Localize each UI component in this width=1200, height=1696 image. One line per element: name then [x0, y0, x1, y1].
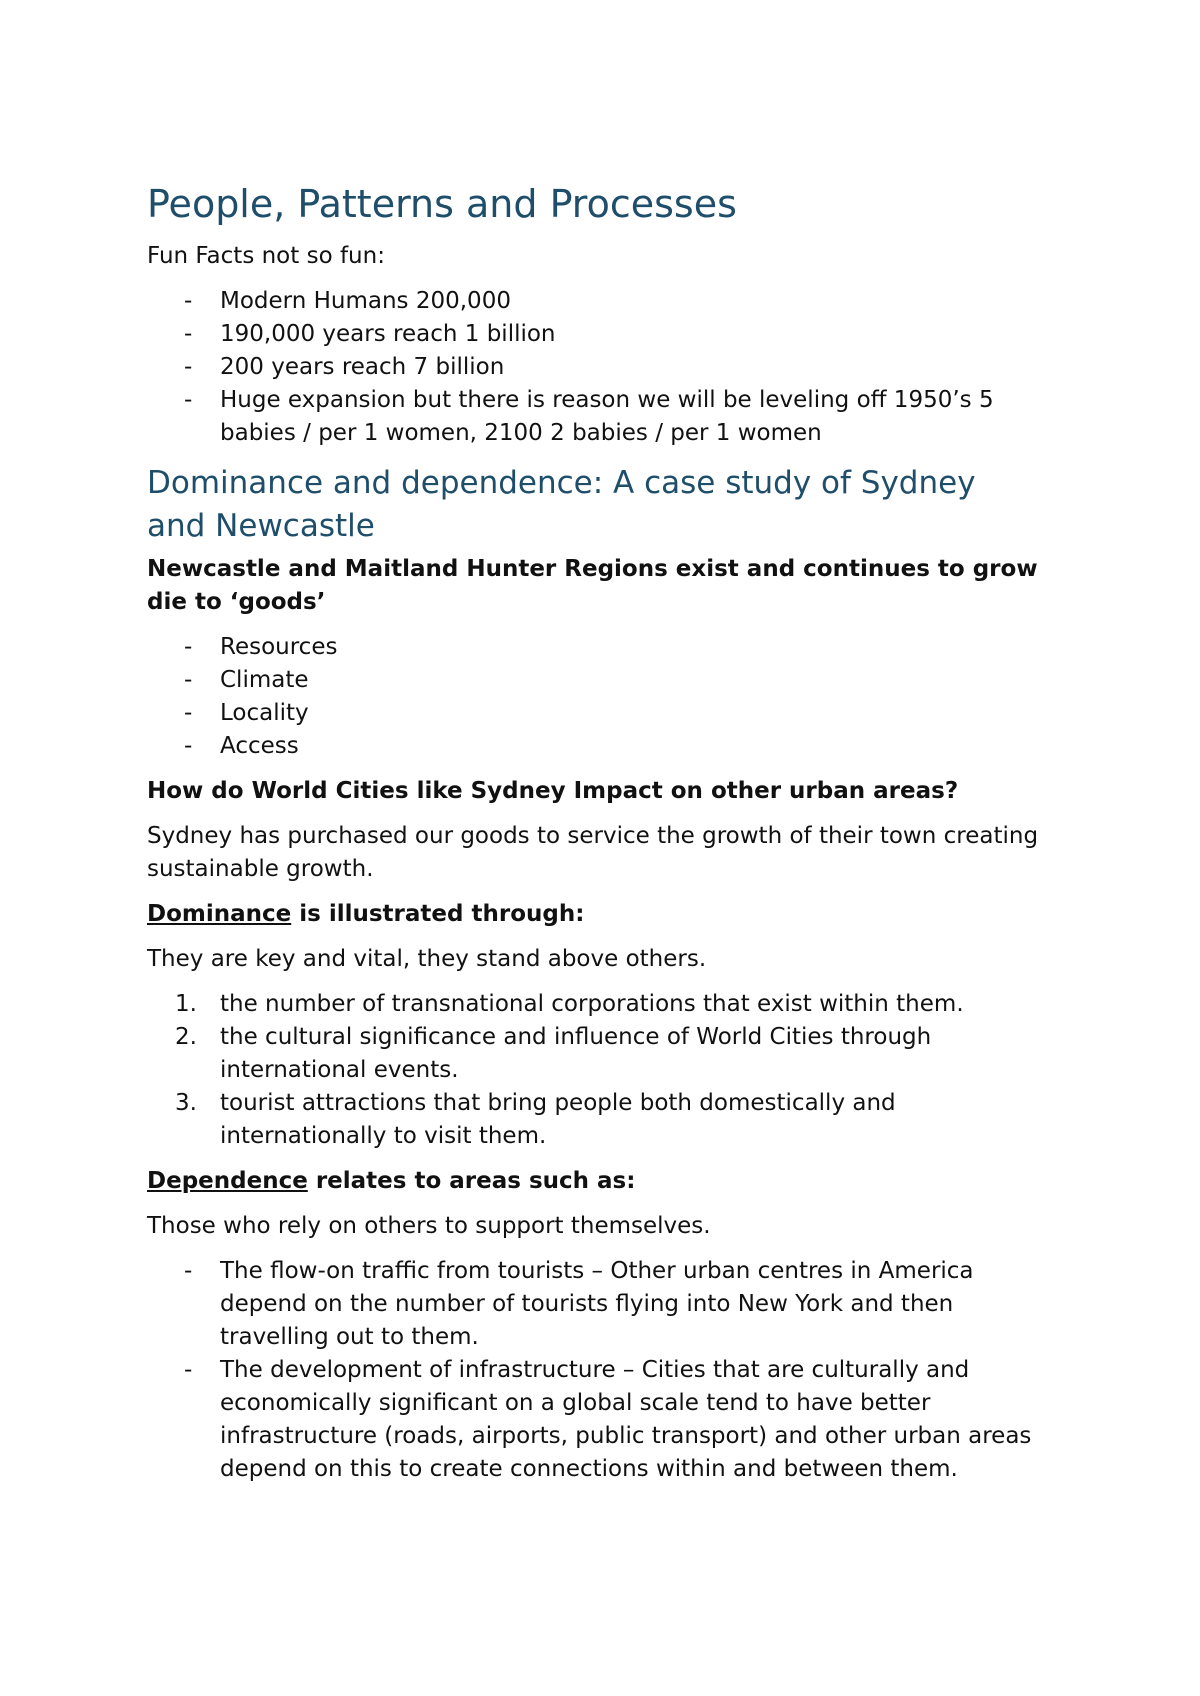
dependence-term: Dependence — [147, 1168, 308, 1194]
list-item — [147, 318, 1040, 351]
dash-marker: - — [184, 733, 193, 759]
list-item-text: the number of transnational corporations that exist within them. — [220, 991, 964, 1017]
list-item — [147, 730, 1040, 763]
dependence-heading — [147, 1165, 1040, 1198]
dash-marker: - — [184, 354, 193, 380]
dash-marker: - — [184, 634, 193, 660]
dominance-heading — [147, 898, 1040, 931]
list-item — [147, 285, 1040, 318]
list-item — [147, 1087, 1040, 1153]
dash-marker: - — [184, 288, 193, 314]
list-item — [147, 1255, 1040, 1354]
list-item-text: tourist attractions that bring people both domestically and internationally to visit them. — [220, 1090, 896, 1149]
page-title: People, Patterns and Processes — [147, 182, 737, 226]
list-item-text: the cultural significance and influence of World Cities through international events. — [220, 1024, 932, 1083]
list-item-text: Climate — [220, 667, 309, 693]
dash-marker: - — [184, 700, 193, 726]
dependence-heading-rest: relates to areas such as: — [307, 1168, 636, 1194]
goods-list — [147, 631, 1040, 763]
section-heading: Dominance and dependence: A case study of Sydney and Newcastle — [147, 465, 976, 544]
list-item-text: The flow-on traffic from tourists – Other urban centres in America depend on the number of tourists flying into New York and then travelling out to them. — [220, 1258, 974, 1350]
list-item-text: Resources — [220, 634, 338, 660]
dominance-summary: They are key and vital, they stand above others. — [147, 946, 707, 972]
impact-question: How do World Cities like Sydney Impact on other urban areas? — [147, 778, 959, 804]
number-marker: 3. — [175, 1090, 197, 1116]
list-item — [147, 384, 1040, 450]
list-item — [147, 351, 1040, 384]
dependence-list — [147, 1255, 1040, 1486]
dash-marker: - — [184, 1258, 193, 1284]
list-item — [147, 664, 1040, 697]
number-marker: 1. — [175, 991, 197, 1017]
list-item — [147, 1354, 1040, 1486]
dependence-summary: Those who rely on others to support themselves. — [147, 1213, 711, 1239]
list-item — [147, 988, 1040, 1021]
dash-marker: - — [184, 667, 193, 693]
list-item — [147, 1021, 1040, 1087]
list-item-text: Access — [220, 733, 299, 759]
list-item-text: 200 years reach 7 billion — [220, 354, 505, 380]
dash-marker: - — [184, 321, 193, 347]
list-item-text: Locality — [220, 700, 309, 726]
list-item-text: Modern Humans 200,000 — [220, 288, 511, 314]
dominance-term: Dominance — [147, 901, 292, 927]
impact-answer: Sydney has purchased our goods to service the growth of their town creating sustainable growth. — [147, 823, 1039, 882]
dash-marker: - — [184, 387, 193, 413]
fun-facts-list — [147, 285, 1040, 450]
list-item — [147, 631, 1040, 664]
list-item — [147, 697, 1040, 730]
dominance-heading-rest: is illustrated through: — [291, 901, 585, 927]
list-item-text: The development of infrastructure – Cities that are culturally and economically significant on a global scale tend to have better infrastructure (roads, airports, public transport) and other urban areas depend on this to create connections within and between them. — [220, 1357, 1032, 1482]
number-marker: 2. — [175, 1024, 197, 1050]
newcastle-heading: Newcastle and Maitland Hunter Regions exist and continues to grow die to ‘goods’ — [147, 556, 1038, 615]
intro-text: Fun Facts not so fun: — [147, 243, 385, 269]
list-item-text: 190,000 years reach 1 billion — [220, 321, 556, 347]
dash-marker: - — [184, 1357, 193, 1383]
list-item-text: Huge expansion but there is reason we will be leveling off 1950’s 5 babies / per 1 women, 2100 2 babies / per 1 women — [220, 387, 994, 446]
dominance-list — [147, 988, 1040, 1153]
